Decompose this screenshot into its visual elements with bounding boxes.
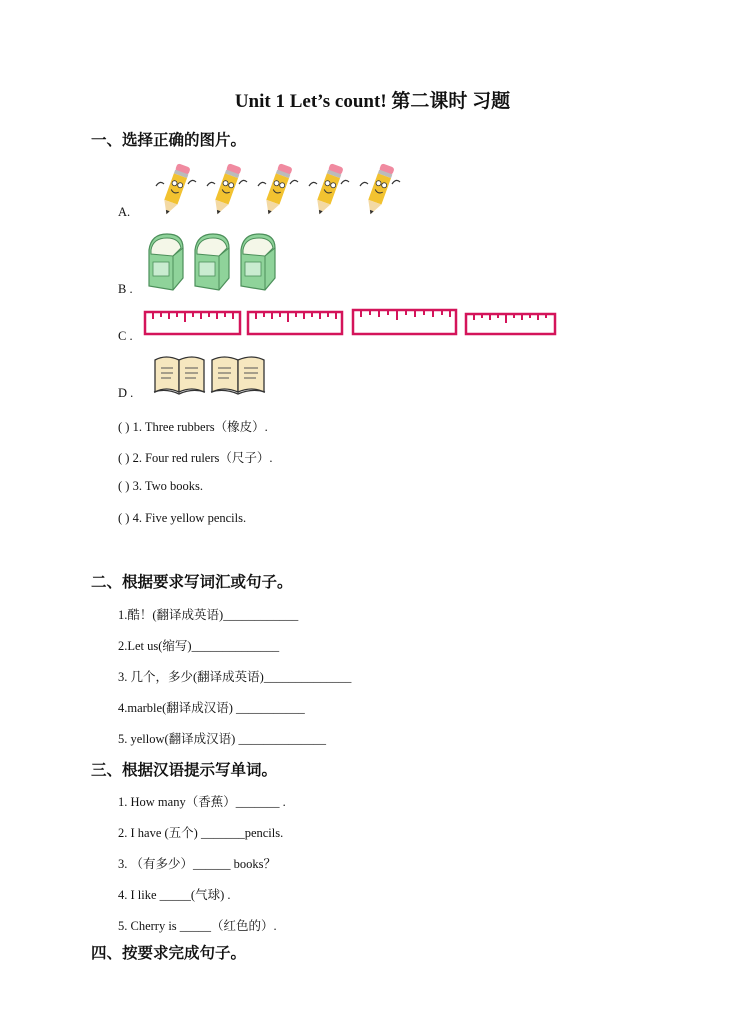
pencil-icon — [254, 158, 302, 218]
option-d-books — [152, 354, 267, 396]
question-1-4: ( ) 4. Five yellow pencils. — [118, 511, 247, 525]
option-d-label: D . — [118, 386, 134, 400]
page-title: Unit 1 Let’s count! 第二课时 习题 — [234, 91, 511, 112]
question-3-3: 3. （有多少）______ books？ — [118, 857, 276, 871]
pencil-icon — [356, 158, 404, 218]
question-1-3: ( ) 3. Two books. — [118, 479, 204, 493]
section-4-heading: 四、按要求完成句子。 — [91, 944, 247, 962]
pencil-icon — [305, 158, 353, 218]
section-2-heading: 二、根据要求写词汇或句子。 — [91, 573, 293, 591]
option-b-label: B . — [118, 282, 133, 296]
question-2-5: 5. yellow(翻译成汉语) ______________ — [118, 732, 326, 746]
section-3-heading: 三、根据汉语提示写单词。 — [91, 761, 278, 779]
rubber-icon — [189, 228, 235, 294]
ruler-icon — [351, 307, 458, 337]
book-icon — [152, 354, 207, 396]
question-3-1: 1. How many（香蕉）_______ . — [118, 795, 286, 809]
question-2-3: 3. 几个，多少(翻译成英语)______________ — [118, 670, 352, 684]
ruler-icon — [143, 309, 242, 337]
option-a-label: A. — [118, 205, 131, 219]
question-2-4: 4.marble(翻译成汉语) ___________ — [118, 701, 305, 715]
question-2-2: 2.Let us(缩写)______________ — [118, 639, 280, 653]
pencil-icon — [203, 158, 251, 218]
option-b-rubbers — [143, 228, 281, 294]
ruler-icon — [464, 311, 557, 337]
ruler-icon — [246, 309, 344, 337]
question-1-1: ( ) 1. Three rubbers（橡皮）. — [118, 420, 268, 434]
option-a-pencils — [152, 158, 404, 218]
book-icon — [209, 354, 267, 396]
question-1-2: ( ) 2. Four red rulers（尺子）. — [118, 451, 273, 465]
question-3-5: 5. Cherry is _____（红色的）. — [118, 919, 277, 933]
section-1-heading: 一、选择正确的图片。 — [91, 131, 247, 149]
pencil-icon — [152, 158, 200, 218]
question-2-1: 1.酷！(翻译成英语)____________ — [118, 608, 299, 622]
rubber-icon — [235, 228, 281, 294]
question-3-4: 4. I like _____(气球) . — [118, 888, 231, 902]
rubber-icon — [143, 228, 189, 294]
option-c-label: C . — [118, 329, 133, 343]
question-3-2: 2. I have (五个) _______pencils. — [118, 826, 284, 840]
